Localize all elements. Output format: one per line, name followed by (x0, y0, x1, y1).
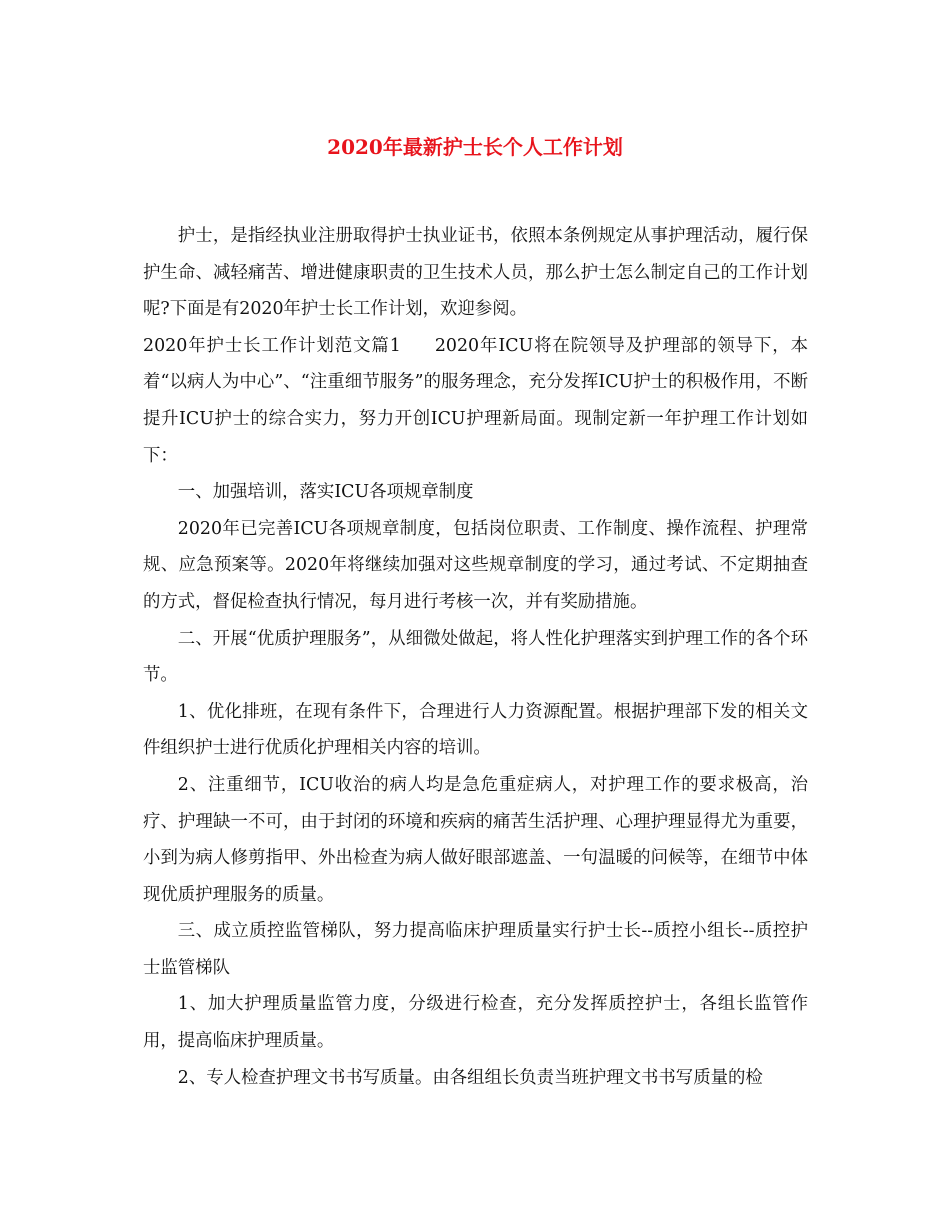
intro-paragraph: 护士，是指经执业注册取得护士执业证书，依照本条例规定从事护理活动，履行保护生命、减轻痛苦、增进健康职责的卫生技术人员，那么护士怎么制定自己的工作计划呢?下面是有2020年护士长工作计划，欢迎参阅。 (143, 226, 808, 320)
section2-item1: 1、优化排班，在现有条件下，合理进行人力资源配置。根据护理部下发的相关文件组织护士进行优质化护理相关内容的培训。 (143, 701, 808, 759)
section2-heading: 二、开展“优质护理服务”，从细微处做起，将人性化护理落实到护理工作的各个环节。 (143, 628, 808, 686)
sample-body: 2020年ICU将在院领导及护理部的领导下，本着“以病人为中心”、“注重细节服务”的服务理念，充分发挥ICU护士的积极作用，不断提升ICU护士的综合实力，努力开创ICU护理新局面。现制定新一年护理工作计划如下： (143, 335, 809, 466)
section1-heading: 一、加强培训，落实ICU各项规章制度 (177, 482, 474, 503)
sample-heading: 2020年护士长工作计划范文篇1 (143, 335, 401, 356)
section2-item2: 2、注重细节，ICU收治的病人均是急危重症病人，对护理工作的要求极高，治疗、护理缺一不可，由于封闭的环境和疾病的痛苦生活护理、心理护理显得尤为重要，小到为病人修剪指甲、外出检查为病人做好眼部遮盖、一句温暖的问候等，在细节中体现优质护理服务的质量。 (143, 774, 808, 905)
section1-body: 2020年已完善ICU各项规章制度，包括岗位职责、工作制度、操作流程、护理常规、应急预案等。2020年将继续加强对这些规章制度的学习，通过考试、不定期抽查的方式，督促检查执行情况，每月进行考核一次，并有奖励措施。 (143, 518, 808, 612)
section3-item2: 2、专人检查护理文书书写质量。由各组组长负责当班护理文书书写质量的检 (177, 1067, 763, 1088)
sample-paragraph (143, 328, 808, 474)
section3-item1: 1、加大护理质量监管力度，分级进行检查，充分发挥质控护士，各组长监管作用，提高临床护理质量。 (143, 994, 808, 1052)
document-title: 2020年最新护士长个人工作计划 (327, 135, 623, 159)
section3-heading: 三、成立质控监管梯队，努力提高临床护理质量实行护士长--质控小组长--质控护士监管梯队 (143, 921, 808, 978)
document-body (143, 218, 808, 1096)
